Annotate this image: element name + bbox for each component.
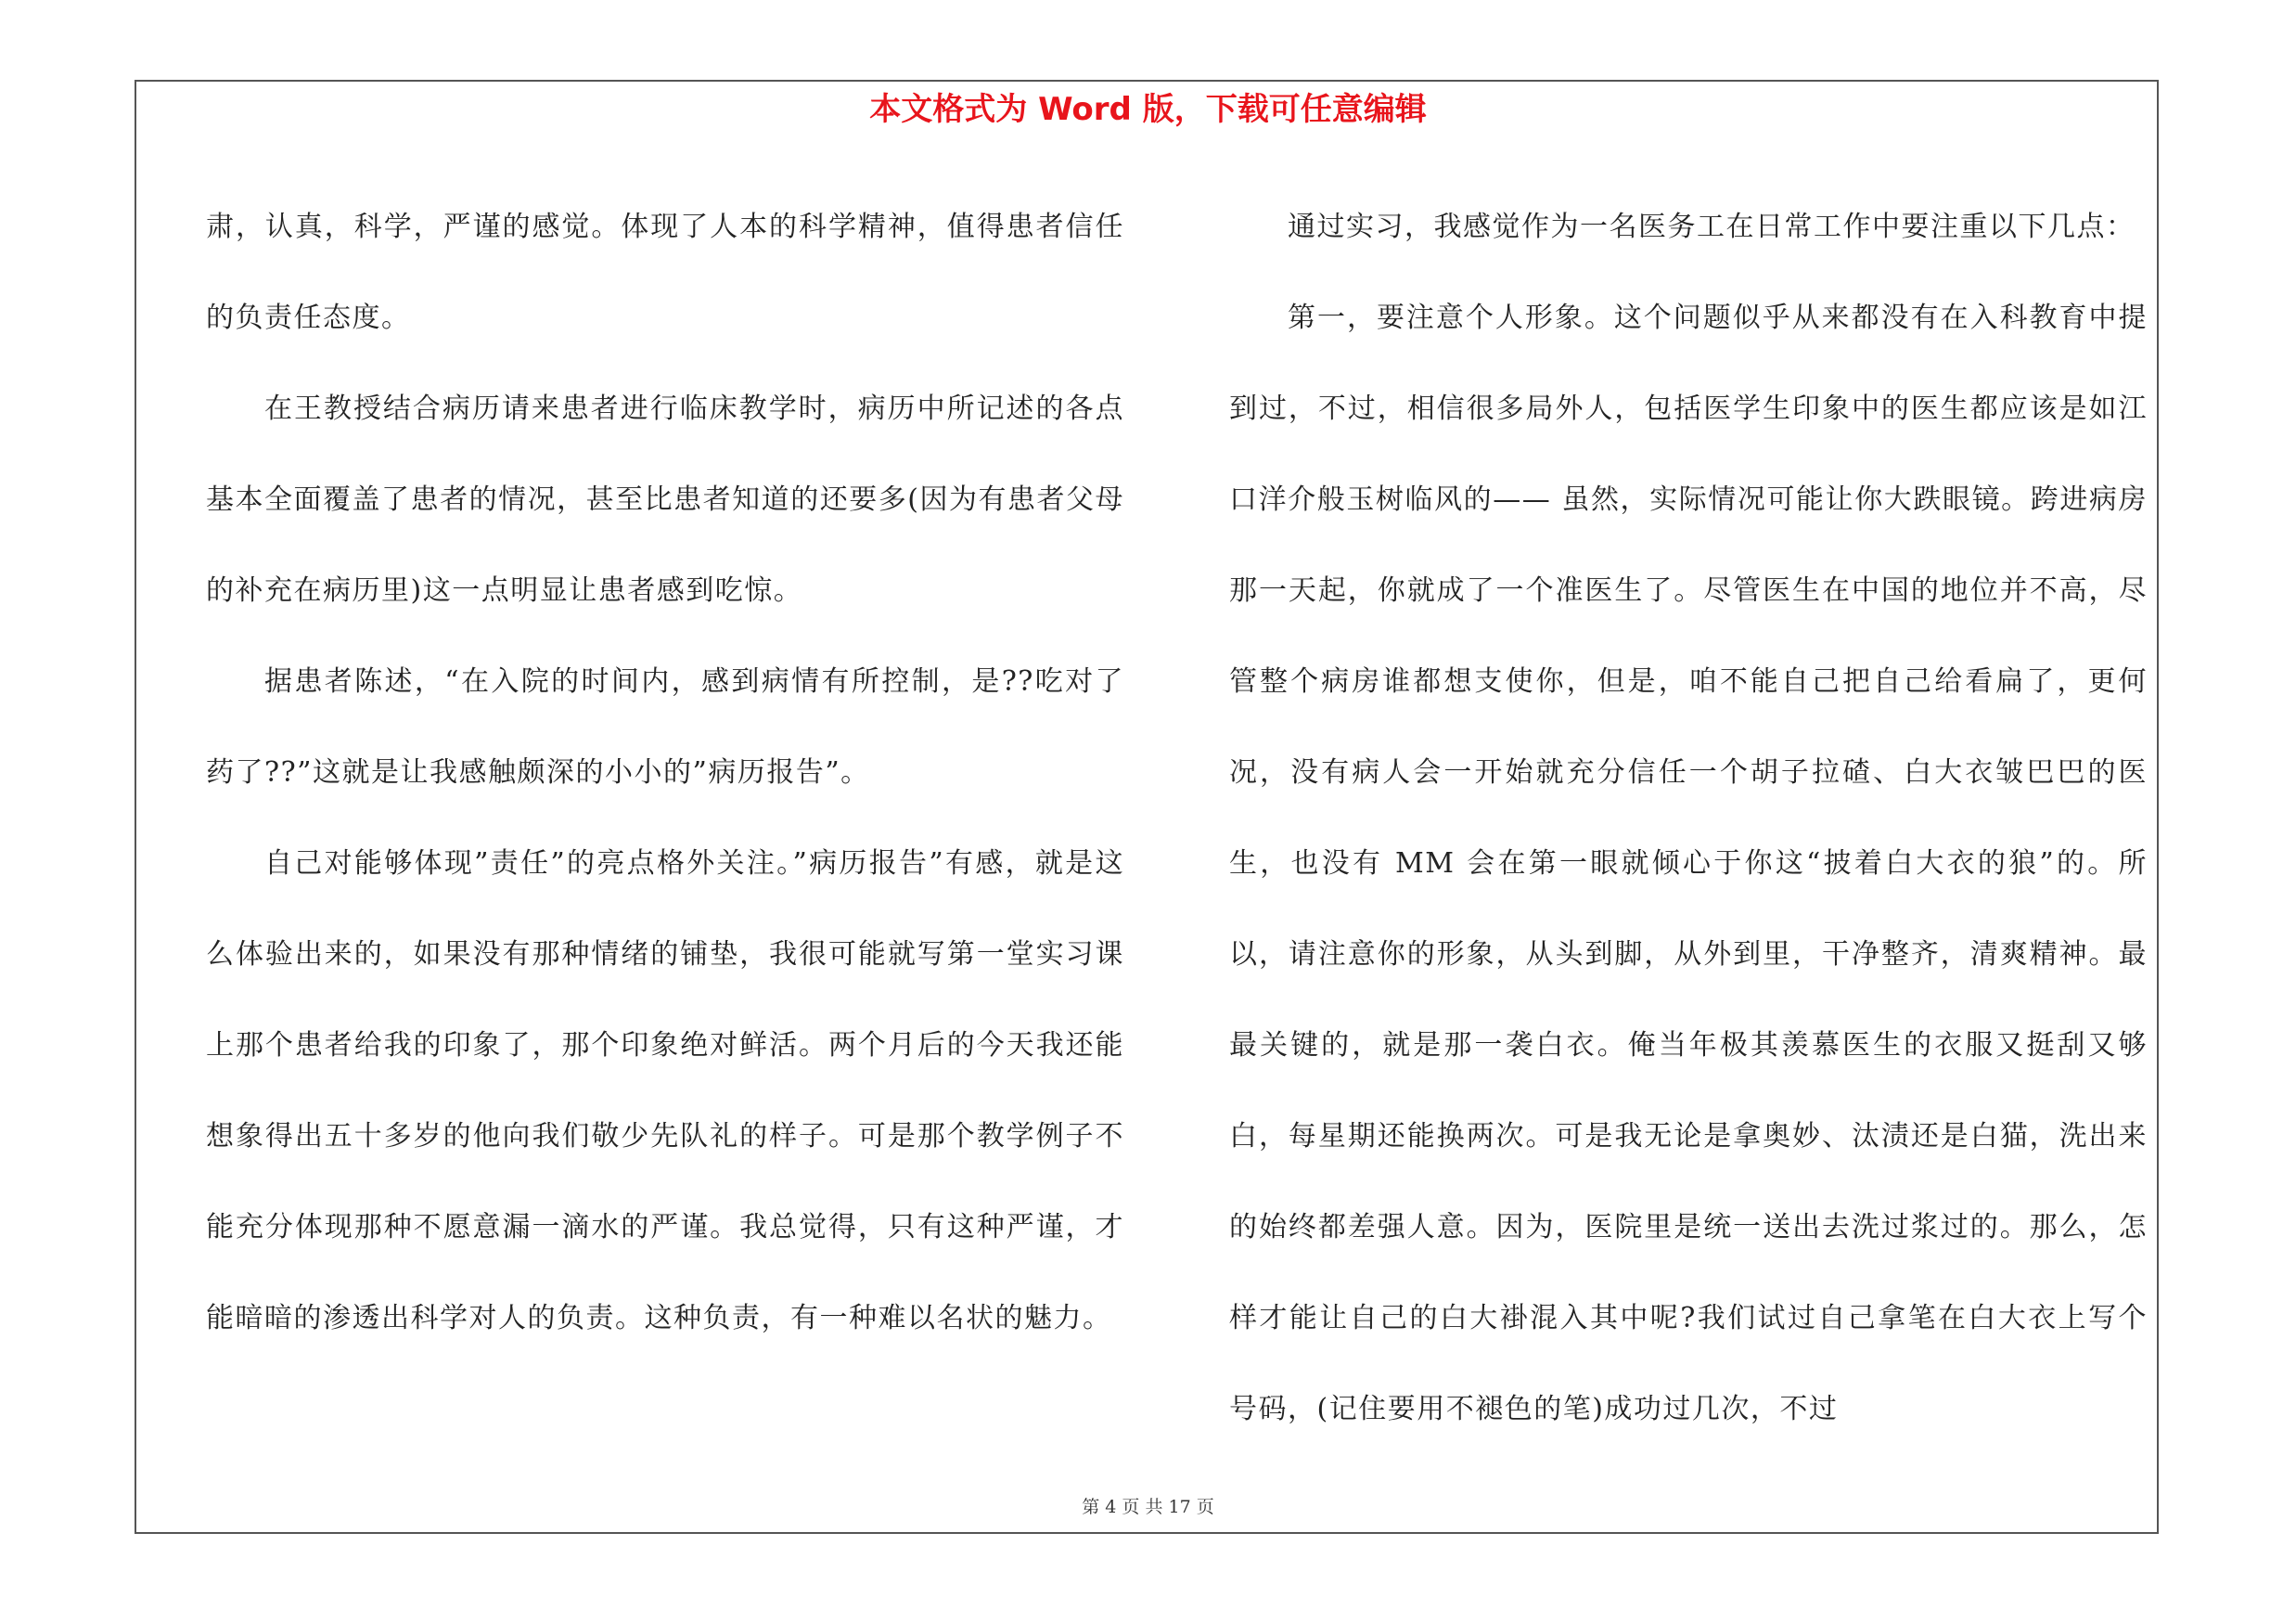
paragraph: 自己对能够体现”责任”的亮点格外关注。”病历报告”有感，就是这么体验出来的，如果没有那种情绪的铺垫，我很可能就写第一堂实习课上那个患者给我的印象了，那个印象绝对鲜活。两个月后的今天我还能想象得出五十多岁的他向我们敬少先队礼的样子。可是那个教学例子不能充分体现那种不愿意漏一滴水的严谨。我总觉得，只有这种严谨，才能暗暗的渗透出科学对人的负责。这种负责，有一种难以名状的魅力。	[206, 847, 1124, 1334]
page-number-footer: 第 4 页 共 17 页	[1082, 1497, 1214, 1517]
paragraph: 第一，要注意个人形象。这个问题似乎从来都没有在入科教育中提到过，不过，相信很多局外人，包括医学生印象中的医生都应该是如江口洋介般玉树临风的—— 虽然，实际情况可能让你大跌眼镜。跨进病房那一天起，你就成了一个准医生了。尽管医生在中国的地位并不高，尽管整个病房谁都想支使你，但是，咱不能自己把自己给看扁了，更何况，没有病人会一开始就充分信任一个胡子拉碴、白大衣皱巴巴的医生，也没有 MM 会在第一眼就倾心于你这“披着白大衣的狼”的。所以，请注意你的形象，从头到脚，从外到里，干净整齐，清爽精神。最最关键的，就是那一袭白衣。俺当年极其羡慕医生的衣服又挺刮又够白，每星期还能换两次。可是我无论是拿奥妙、汰渍还是白猫，洗出来的始终都差强人意。因为，医院里是统一送出去洗过浆过的。那么，怎样才能让自己的白大褂混入其中呢?我们试过自己拿笔在白大衣上写个号码，(记住要用不褪色的笔)成功过几次，不过	[1229, 302, 2148, 1425]
paragraph: 在王教授结合病历请来患者进行临床教学时，病历中所记述的各点基本全面覆盖了患者的情况，甚至比患者知道的还要多(因为有患者父母的补充在病历里)这一点明显让患者感到吃惊。	[206, 393, 1124, 607]
left-text-column	[206, 182, 1124, 1364]
document-banner: 本文格式为 Word 版，下载可任意编辑	[869, 91, 1427, 128]
paragraph: 据患者陈述，“在入院的时间内，感到病情有所控制，是??吃对了药了??”这就是让我感触颇深的小小的”病历报告”。	[206, 665, 1124, 789]
paragraph: 通过实习，我感觉作为一名医务工在日常工作中要注重以下几点：	[1288, 211, 2136, 243]
paragraph: 肃，认真，科学，严谨的感觉。体现了人本的科学精神，值得患者信任的负责任态度。	[206, 211, 1124, 334]
right-text-column	[1229, 182, 2148, 1455]
